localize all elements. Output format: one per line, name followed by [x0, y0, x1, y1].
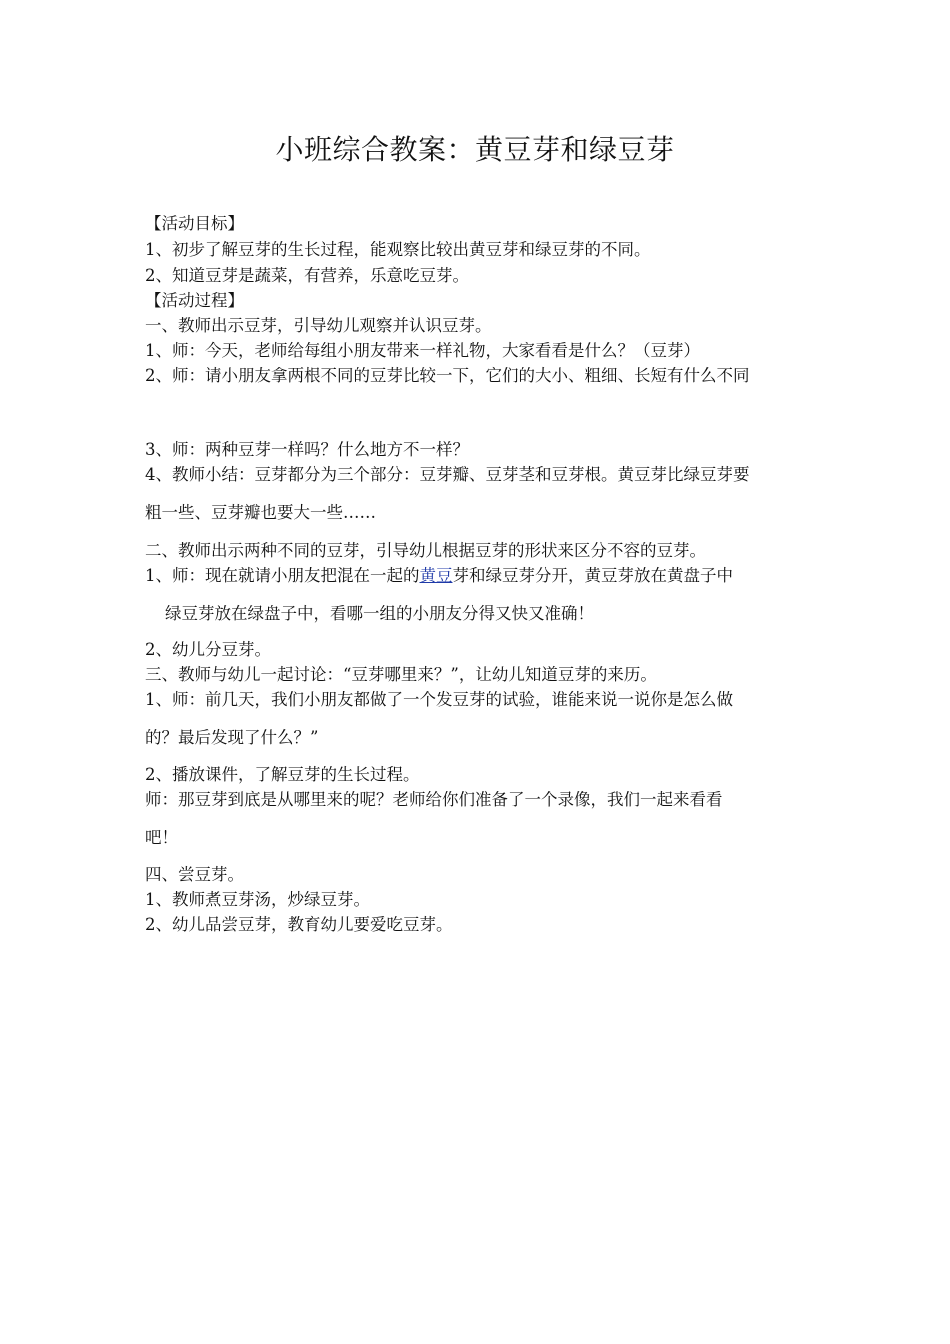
paragraph-line: 2、幼儿品尝豆芽，教育幼儿要爱吃豆芽。	[145, 915, 453, 934]
section-heading: 【活动过程】	[145, 291, 244, 310]
paragraph-line: 1、初步了解豆芽的生长过程，能观察比较出黄豆芽和绿豆芽的不同。	[145, 240, 651, 259]
paragraph-line: 的？最后发现了什么？”	[145, 728, 319, 747]
paragraph-line: 师：那豆芽到底是从哪里来的呢？老师给你们准备了一个录像，我们一起来看看	[145, 790, 723, 809]
paragraph-line: 二、教师出示两种不同的豆芽，引导幼儿根据豆芽的形状来区分不容的豆芽。	[145, 541, 706, 560]
paragraph-line: 一、教师出示豆芽，引导幼儿观察并认识豆芽。	[145, 316, 492, 335]
line-text-after: 芽和绿豆芽分开，黄豆芽放在黄盘子中	[452, 566, 733, 585]
hyperlink-huangdou[interactable]: 黄豆	[419, 566, 453, 585]
paragraph-line: 2、播放课件，了解豆芽的生长过程。	[145, 765, 420, 784]
paragraph-line: 绿豆芽放在绿盘子中，看哪一组的小朋友分得又快又准确！	[165, 604, 594, 623]
paragraph-line: 1、师：前几天，我们小朋友都做了一个发豆芽的试验，谁能来说一说你是怎么做	[145, 690, 733, 709]
page-title: 小班综合教案：黄豆芽和绿豆芽	[275, 133, 675, 166]
paragraph-line: 粗一些、豆芽瓣也要大一些……	[145, 503, 376, 522]
section-heading: 【活动目标】	[145, 214, 244, 233]
paragraph-line: 2、师：请小朋友拿两根不同的豆芽比较一下，它们的大小、粗细、长短有什么不同	[145, 366, 750, 385]
paragraph-line-with-link	[145, 563, 815, 589]
paragraph-line: 3、师：两种豆芽一样吗？什么地方不一样？	[145, 440, 469, 459]
paragraph-line: 三、教师与幼儿一起讨论：“豆芽哪里来？”，让幼儿知道豆芽的来历。	[145, 665, 657, 684]
paragraph-line: 1、教师煮豆芽汤，炒绿豆芽。	[145, 890, 370, 909]
paragraph-line: 4、教师小结：豆芽都分为三个部分：豆芽瓣、豆芽茎和豆芽根。黄豆芽比绿豆芽要	[145, 465, 750, 484]
line-text-before: 1、师：现在就请小朋友把混在一起的	[145, 566, 420, 585]
paragraph-line: 吧！	[145, 828, 178, 847]
section-heading: 四、尝豆芽。	[145, 865, 244, 884]
paragraph-line: 2、幼儿分豆芽。	[145, 640, 271, 659]
paragraph-line: 1、师：今天，老师给每组小朋友带来一样礼物，大家看看是什么？（豆芽）	[145, 341, 700, 360]
paragraph-line: 2、知道豆芽是蔬菜，有营养，乐意吃豆芽。	[145, 266, 469, 285]
